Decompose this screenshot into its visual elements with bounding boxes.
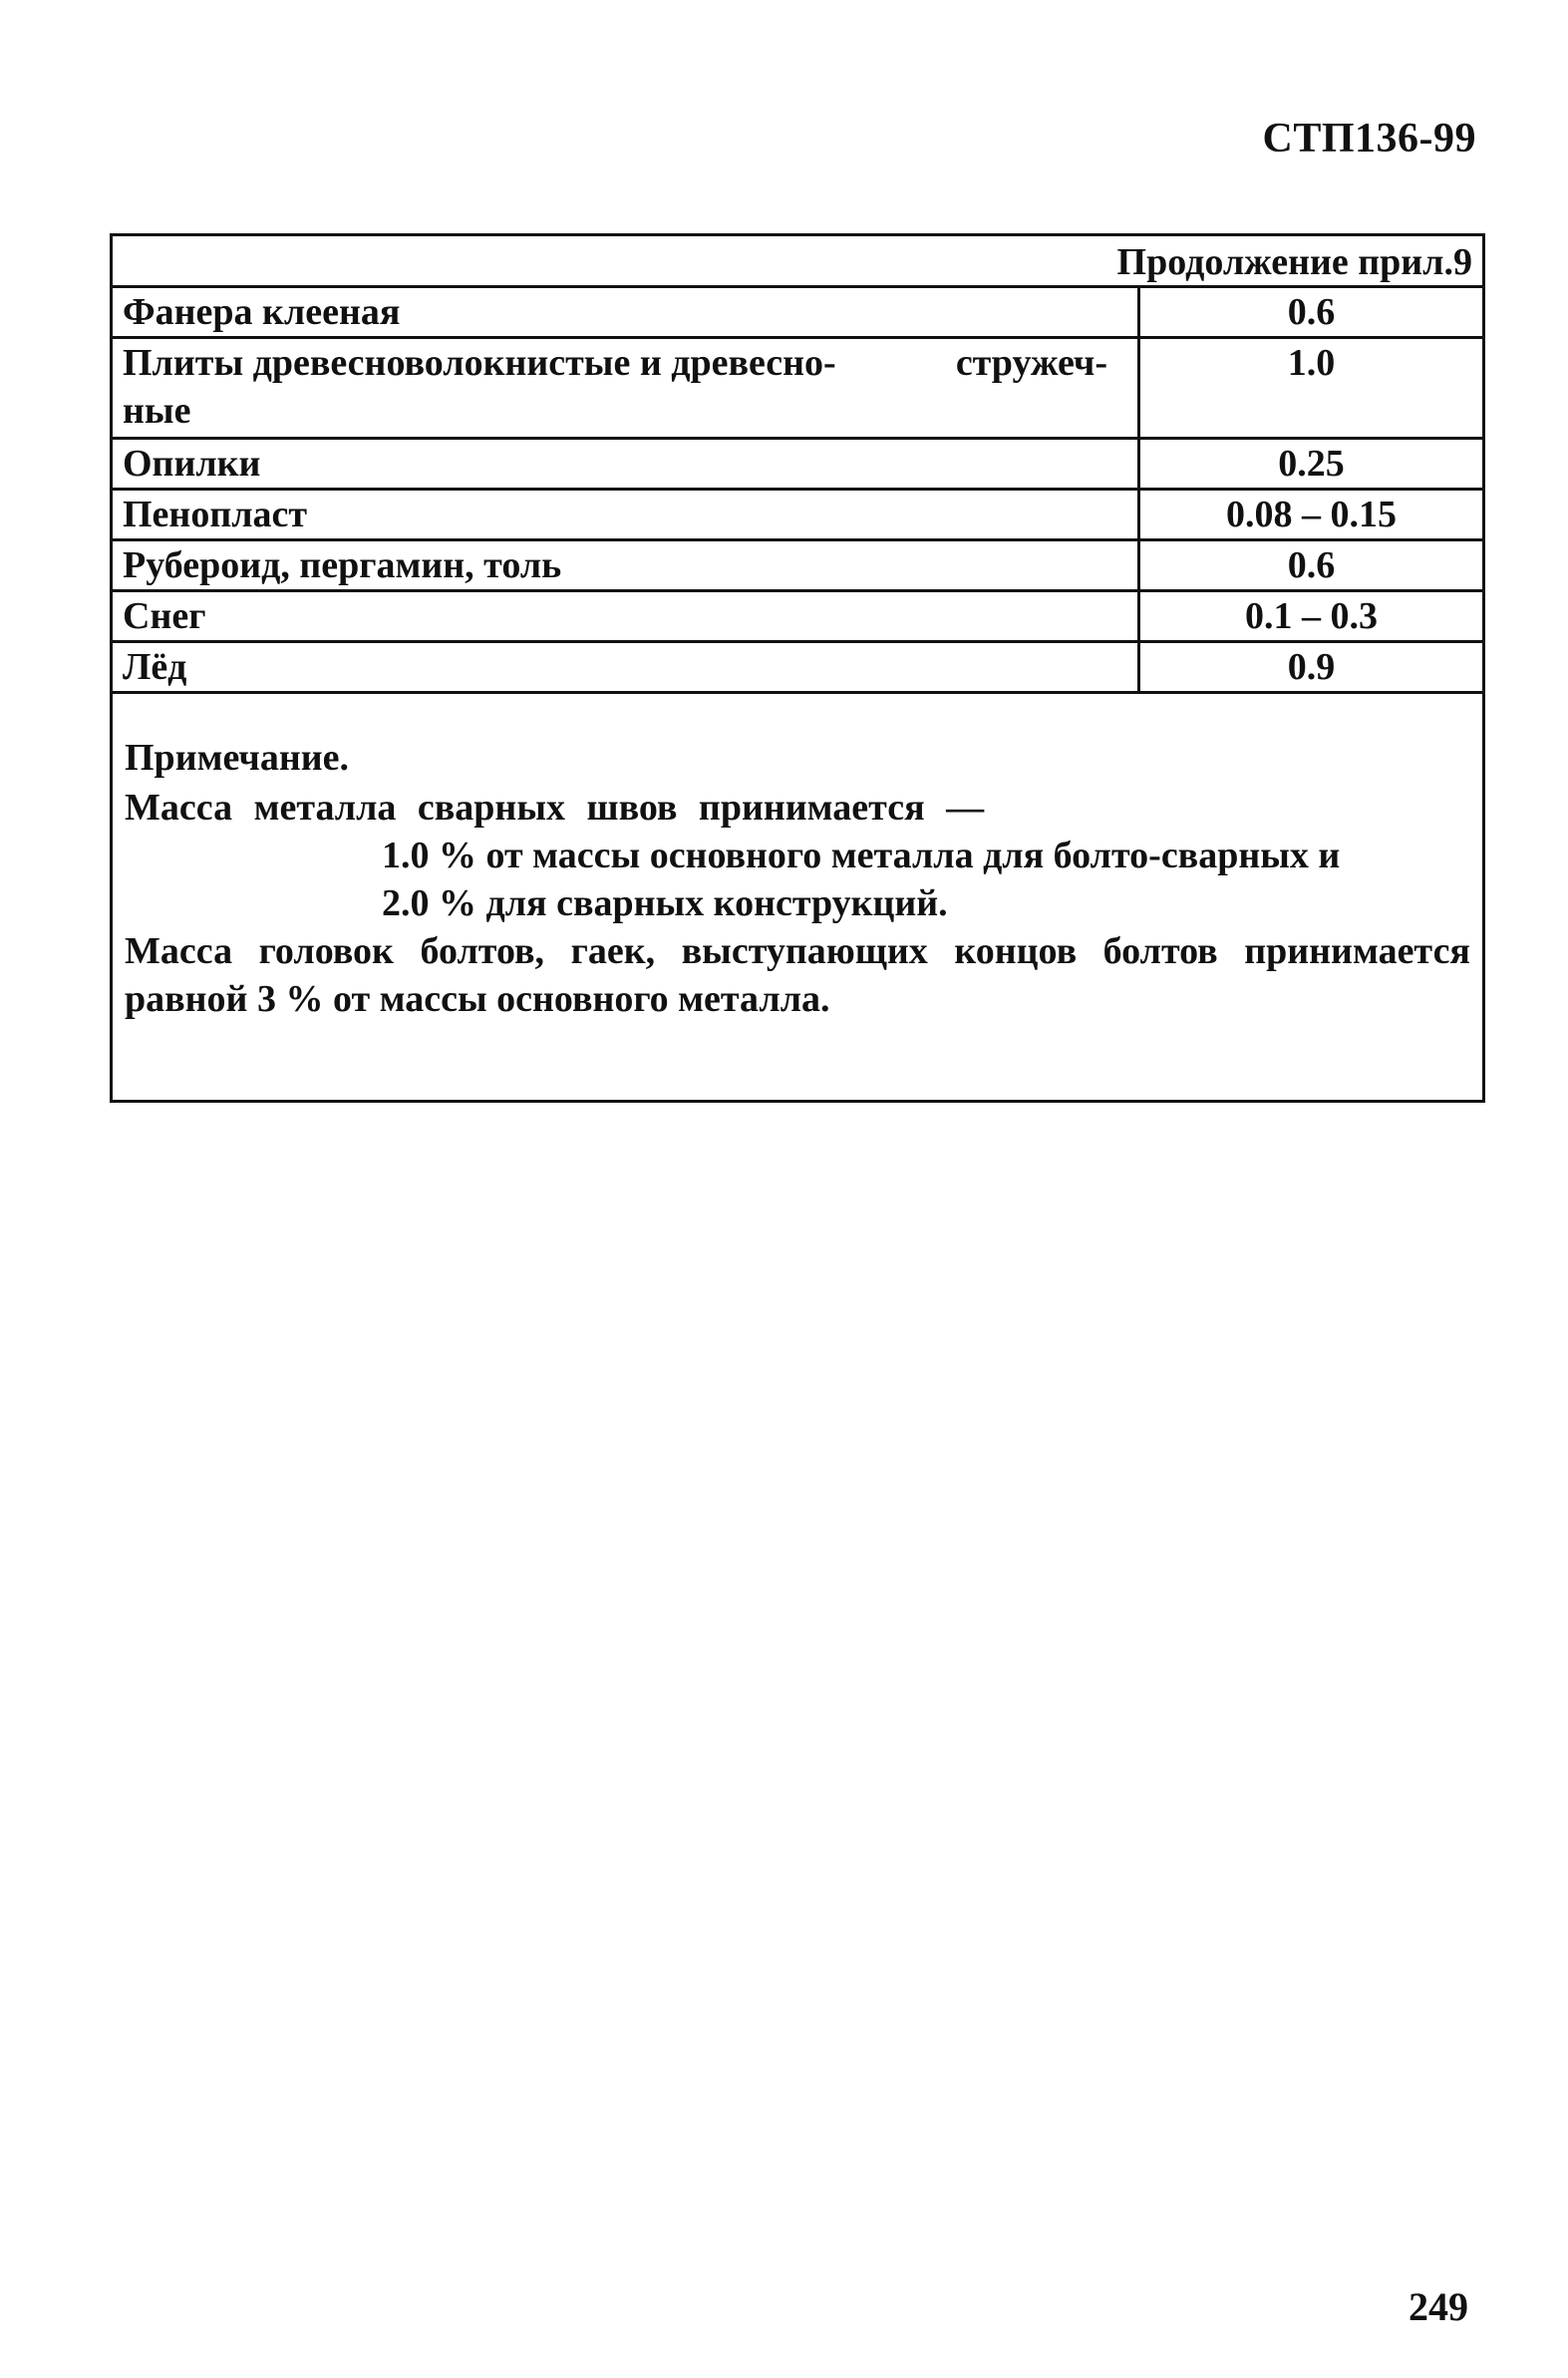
table-row xyxy=(113,540,1482,591)
material-value: 0.08 – 0.15 xyxy=(1139,490,1483,540)
material-value: 1.0 xyxy=(1139,338,1483,439)
note-line: равной 3 % от массы основного металла. xyxy=(125,978,830,1020)
material-name: Снег xyxy=(113,591,1139,642)
material-name: Опилки xyxy=(113,439,1139,490)
material-value: 0.9 xyxy=(1139,642,1483,693)
page-number: 249 xyxy=(1409,2284,1468,2329)
table-row xyxy=(113,642,1482,693)
note-line: 2.0 % для сварных конструкций. xyxy=(382,882,948,924)
table-row xyxy=(113,338,1482,439)
material-name-line: ные xyxy=(123,390,191,432)
material-name-part: Плиты древесноволокнистые и древесно- xyxy=(123,342,836,384)
material-name-part: стружеч- xyxy=(955,342,1107,384)
document-code: СТП136-99 xyxy=(1262,116,1476,162)
table-row xyxy=(113,288,1482,338)
material-name: Пенопласт xyxy=(113,490,1139,540)
material-name: Лёд xyxy=(113,642,1139,693)
note-title: Примечание. xyxy=(125,737,349,779)
material-value: 0.6 xyxy=(1139,540,1483,591)
note-line: Масса металла сварных швов принимается — xyxy=(125,787,985,829)
table-row xyxy=(113,439,1482,490)
table-row xyxy=(113,591,1482,642)
materials-table-frame xyxy=(110,233,1485,1103)
material-name: Фанера клееная xyxy=(113,288,1139,338)
note-line: 1.0 % от массы основного металла для болто-сварных и xyxy=(382,835,1341,876)
materials-table xyxy=(113,288,1482,694)
material-value: 0.1 – 0.3 xyxy=(1139,591,1483,642)
table-row xyxy=(113,490,1482,540)
material-name xyxy=(113,338,1139,439)
note-block xyxy=(113,694,1482,1023)
material-value: 0.25 xyxy=(1139,439,1483,490)
material-name-line xyxy=(123,339,1127,387)
continuation-label: Продолжение прил.9 xyxy=(113,236,1482,288)
note-line: Масса головок болтов, гаек, выступающих концов болтов принимается xyxy=(125,930,1470,972)
material-value: 0.6 xyxy=(1139,288,1483,338)
material-name: Рубероид, пергамин, толь xyxy=(113,540,1139,591)
